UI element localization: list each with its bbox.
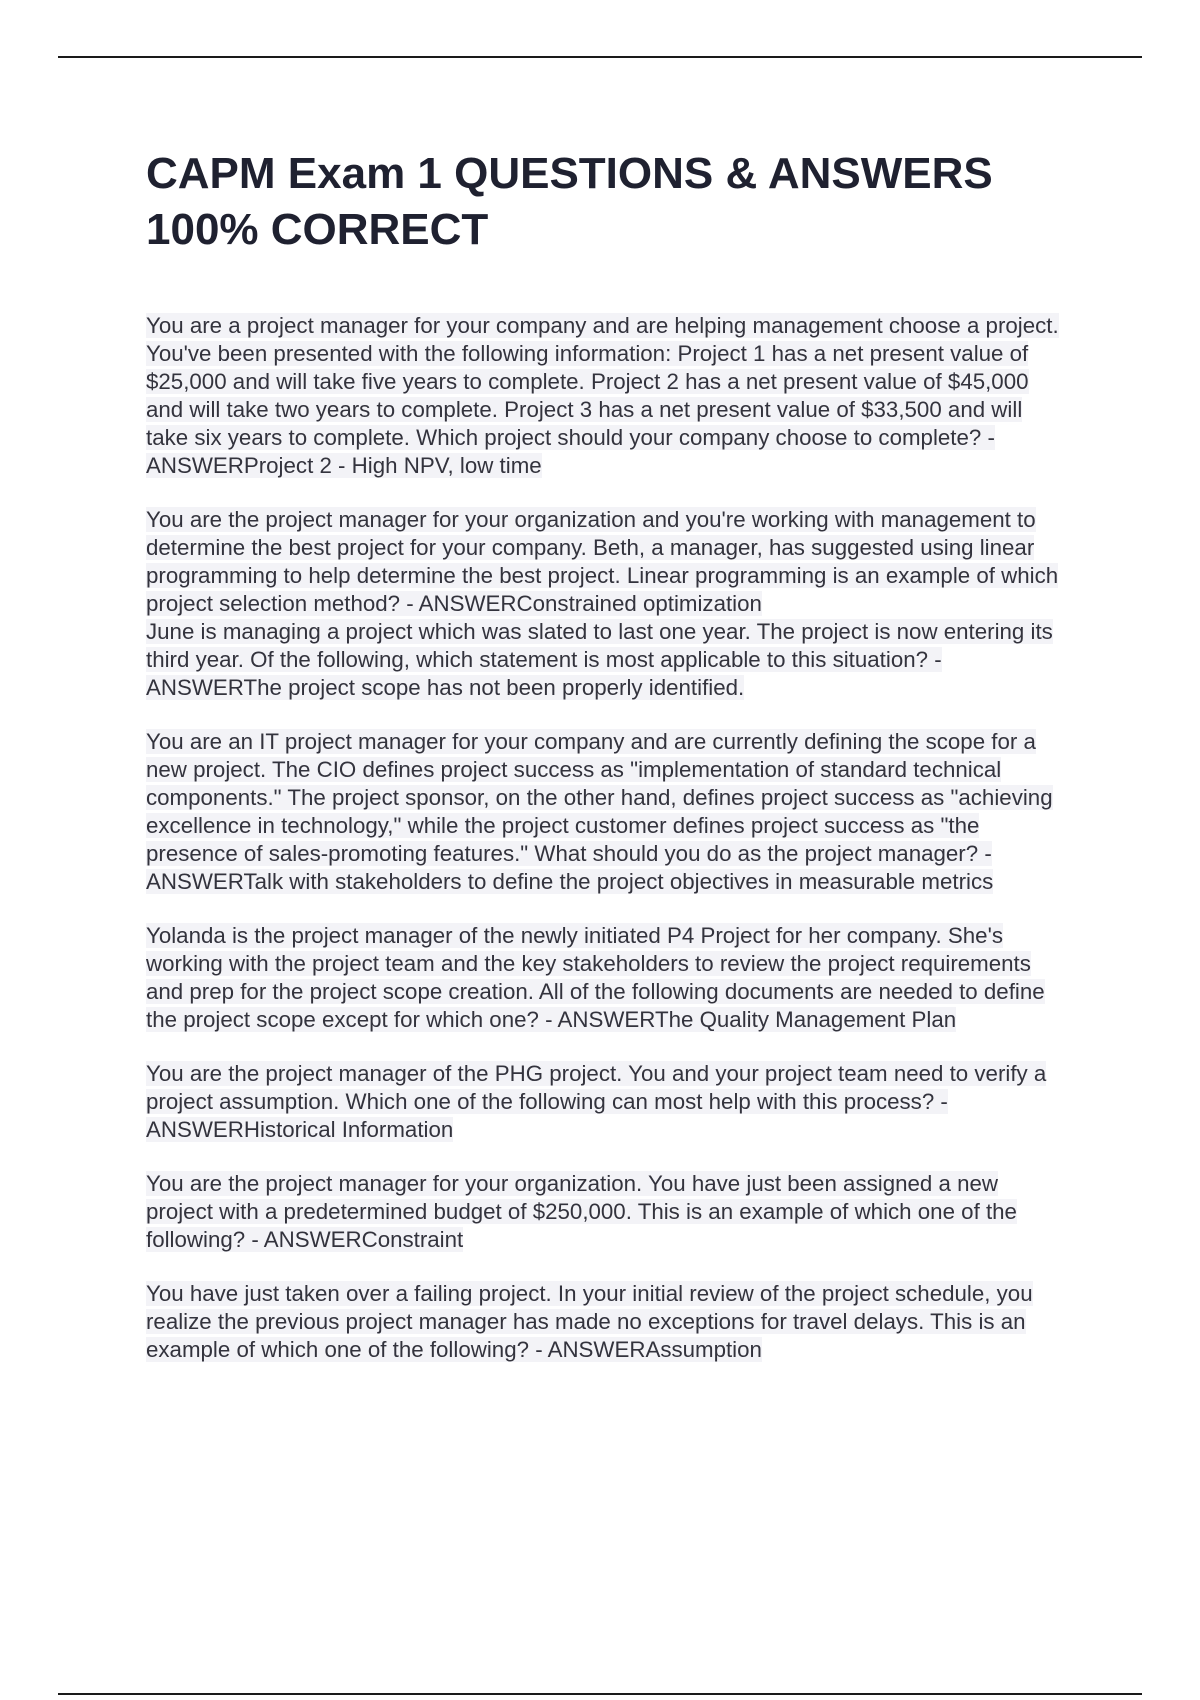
bottom-rule	[58, 1693, 1142, 1695]
qa-item-text: Yolanda is the project manager of the newly initiated P4 Project for her company. She's working with the project team and the key stakeholders to review the project requirements and prep for the project scope creation. All of the following documents are needed to define the project scope except for which one? - ANSWERThe Quality Management Plan	[146, 923, 1045, 1032]
qa-list	[146, 312, 1066, 1390]
qa-item	[146, 618, 1066, 702]
qa-item	[146, 922, 1066, 1034]
qa-item-text: You are the project manager for your organization and you're working with management to determine the best project for your company. Beth, a manager, has suggested using linear programming to help determine the best project. Linear programming is an example of which project selection method? - ANSWERConstrained optimization	[146, 507, 1059, 616]
qa-item-text: You are an IT project manager for your company and are currently defining the scope for a new project. The CIO defines project success as "implementation of standard technical components." The project sponsor, on the other hand, defines project success as "achieving excellence in technology," while the project customer defines project success as "the presence of sales-promoting features." What should you do as the project manager? - ANSWERTalk with stakeholders to define the project objectives in measurable metrics	[146, 729, 1053, 894]
qa-item	[146, 1060, 1066, 1144]
qa-item-text: June is managing a project which was slated to last one year. The project is now entering its third year. Of the following, which statement is most applicable to this situation? - ANSWERThe project scope has not been properly identified.	[146, 619, 1053, 700]
qa-item	[146, 1170, 1066, 1254]
page-title: CAPM Exam 1 QUESTIONS & ANSWERS 100% CORRECT	[146, 149, 993, 254]
qa-item-text: You have just taken over a failing project. In your initial review of the project schedule, you realize the previous project manager has made no exceptions for travel delays. This is an example of which one of the following? - ANSWERAssumption	[146, 1281, 1033, 1362]
qa-item	[146, 1280, 1066, 1364]
qa-item-text: You are the project manager of the PHG project. You and your project team need to verify a project assumption. Which one of the following can most help with this process? - ANSWERHistorical Information	[146, 1061, 1047, 1142]
qa-item-text: You are a project manager for your company and are helping management choose a project. You've been presented with the following information: Project 1 has a net present value of $25,000 and will take five years to complete. Project 2 has a net present value of $45,000 and will take two years to complete. Project 3 has a net present value of $33,500 and will take six years to complete. Which project should your company choose to complete? - ANSWERProject 2 - High NPV, low time	[146, 313, 1059, 478]
top-rule	[58, 56, 1142, 58]
qa-item	[146, 506, 1066, 618]
qa-item	[146, 312, 1066, 480]
qa-item	[146, 728, 1066, 896]
qa-item-text: You are the project manager for your organization. You have just been assigned a new project with a predetermined budget of $250,000. This is an example of which one of the following? - ANSWERConstraint	[146, 1171, 1017, 1252]
